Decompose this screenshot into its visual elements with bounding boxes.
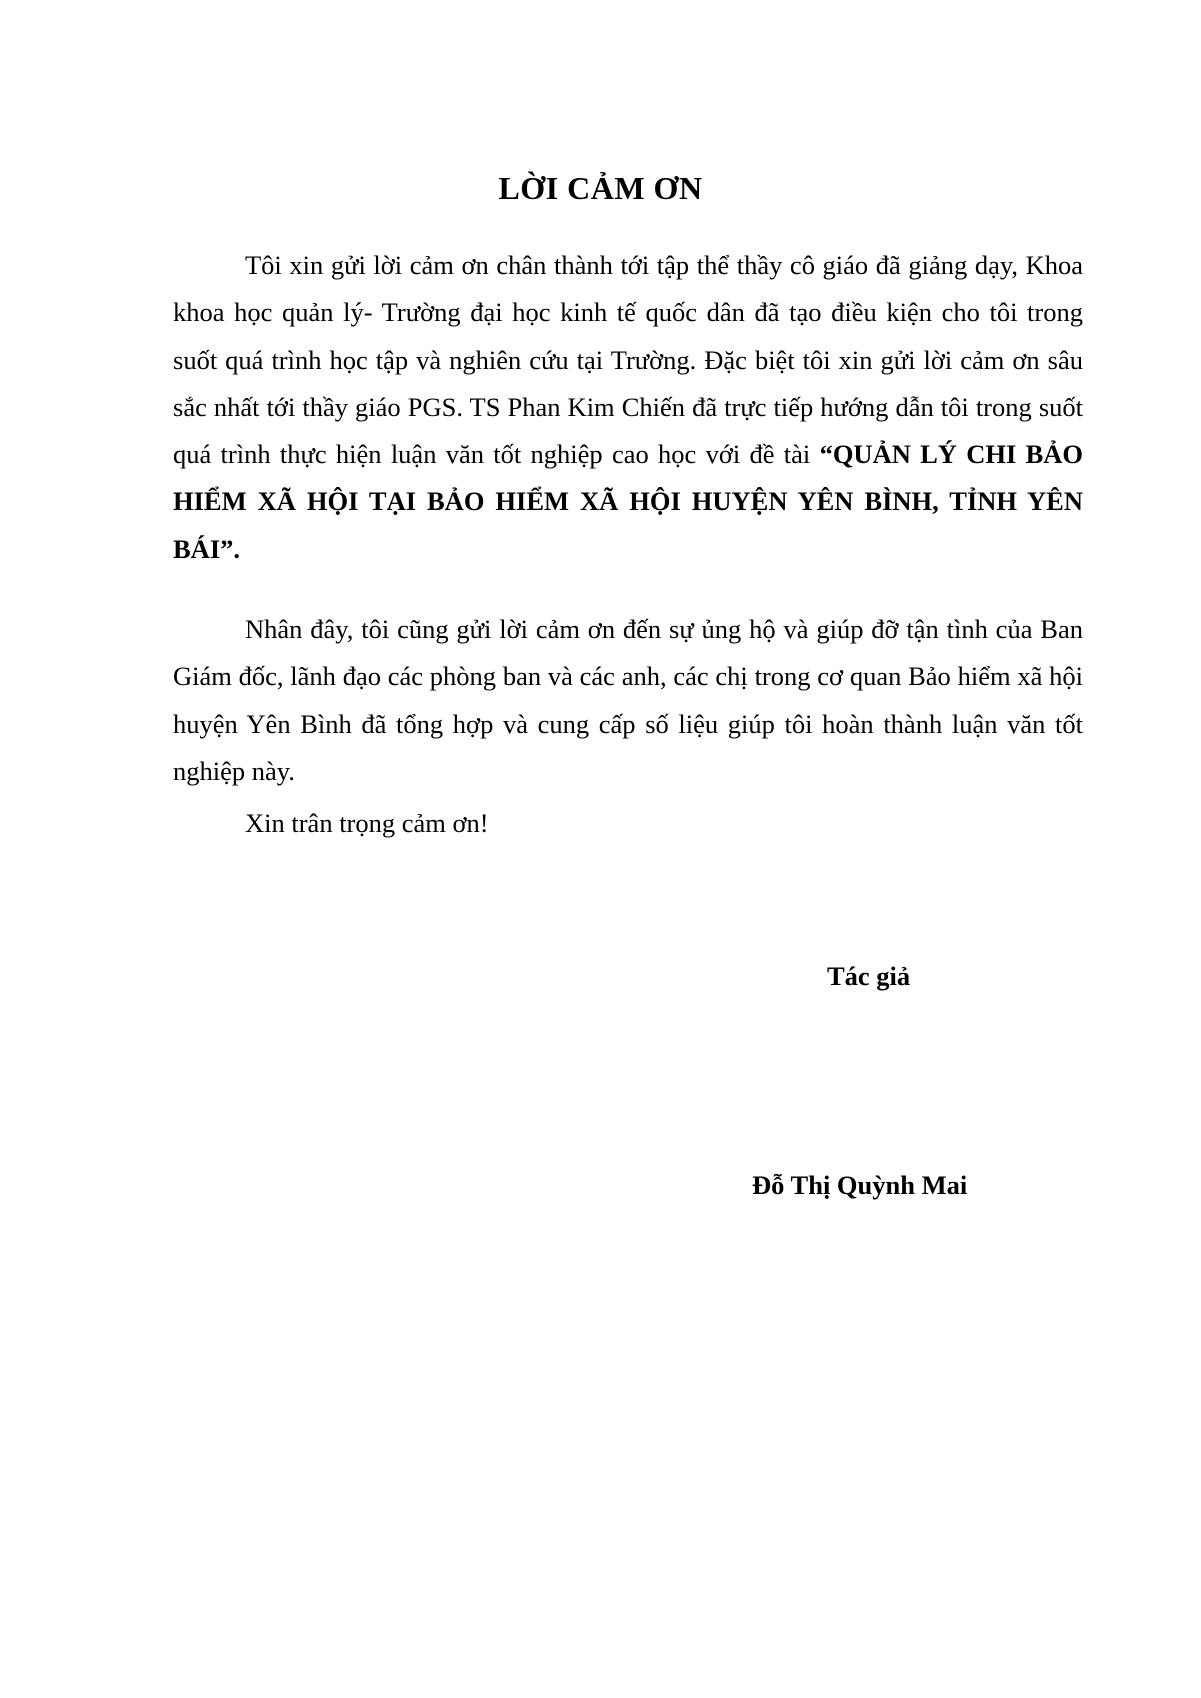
author-role: Tác giả xyxy=(827,961,911,991)
acknowledgement-paragraph-1 xyxy=(173,242,1083,573)
paragraph-1-text: Tôi xin gửi lời cảm ơn chân thành tới tập thể thầy cô giáo đã giảng dạy, Khoa khoa học quản lý- Trường đại học kinh tế quốc dân đã tạo điều kiện cho tôi trong suốt quá trình học tập và nghiên cứu tại Trường. Đặc biệt tôi xin gửi lời cảm ơn sâu sắc nhất tới thầy giáo PGS. TS Phan Kim Chiến đã trực tiếp hướng dẫn tôi trong suốt quá trình thực hiện luận văn tốt nghiệp cao học với đề tài xyxy=(173,250,1083,470)
page-title: LỜI CẢM ƠN xyxy=(498,170,703,206)
closing-line: Xin trân trọng cảm ơn! xyxy=(245,808,489,838)
acknowledgement-paragraph-2: Nhân đây, tôi cũng gửi lời cảm ơn đến sự ủng hộ và giúp đỡ tận tình của Ban Giám đốc, lãnh đạo các phòng ban và các anh, các chị trong cơ quan Bảo hiểm xã hội huyện Yên Bình đã tổng hợp và cung cấp số liệu giúp tôi hoàn thành luận văn tốt nghiệp này. xyxy=(173,614,1083,786)
thesis-topic: “QUẢN LÝ CHI BẢO HIỂM XÃ HỘI TẠI BẢO HIỂM XÃ HỘI HUYỆN YÊN BÌNH, TỈNH YÊN BÁI”. xyxy=(173,439,1083,564)
author-name: Đỗ Thị Quỳnh Mai xyxy=(752,1170,968,1200)
